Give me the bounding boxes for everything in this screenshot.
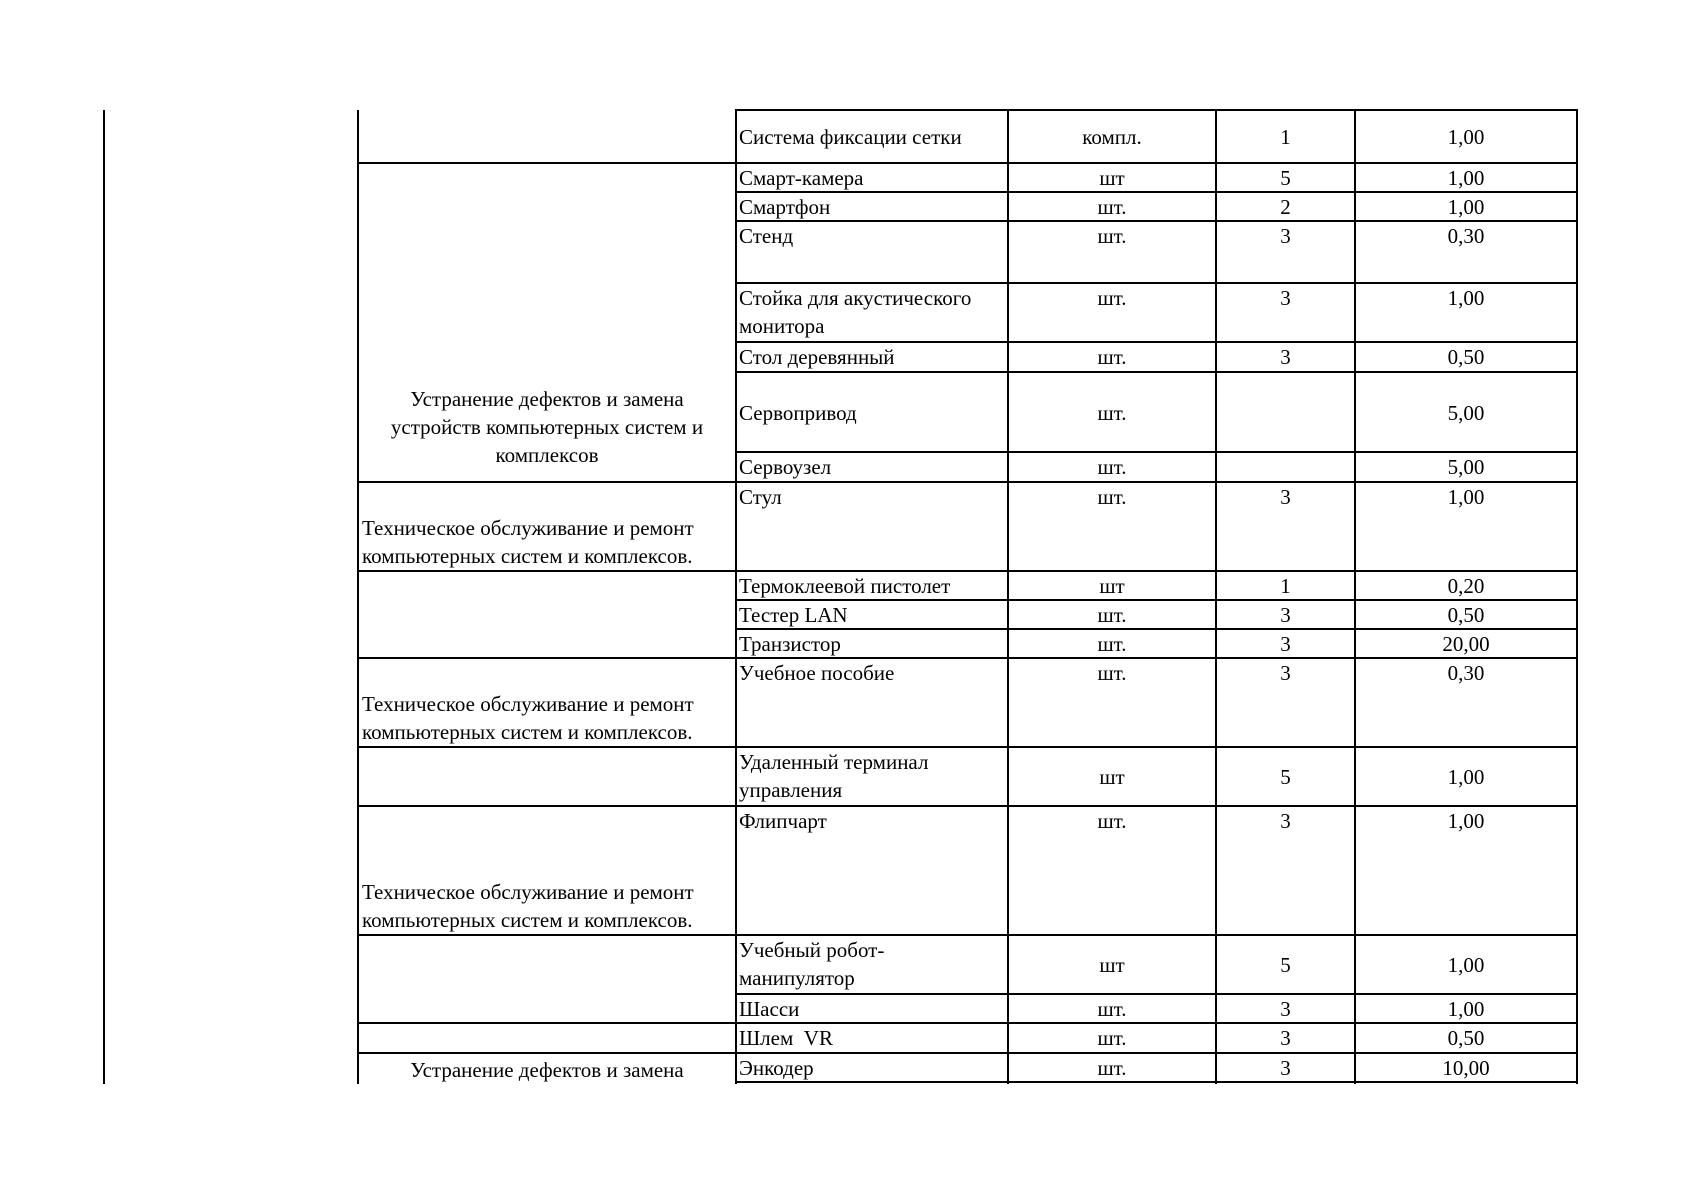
item-coef: 0,50	[1447, 1026, 1485, 1050]
item-unit: шт.	[1097, 485, 1127, 509]
item-name: Смартфон	[739, 195, 831, 219]
item-unit: компл.	[1082, 125, 1142, 149]
item-qty: 1	[1280, 125, 1291, 149]
item-qty: 3	[1280, 286, 1291, 310]
left-border-line	[103, 110, 105, 1084]
item-unit: шт.	[1097, 286, 1127, 310]
item-qty: 3	[1280, 809, 1291, 833]
item-coef: 1,00	[1447, 765, 1485, 789]
item-qty: 3	[1280, 661, 1291, 685]
item-coef: 1,00	[1447, 166, 1485, 190]
item-name: Стол деревянный	[739, 345, 895, 369]
item-unit: шт.	[1097, 809, 1127, 833]
item-coef: 0,50	[1447, 603, 1485, 627]
item-qty: 1	[1280, 574, 1291, 598]
item-name: Шлем VR	[739, 1026, 833, 1050]
item-name: Шасси	[739, 997, 800, 1021]
item-name-line2: манипулятор	[739, 966, 855, 990]
work-group-line: Техническое обслуживание и ремонт	[362, 692, 694, 716]
item-coef: 1,00	[1447, 485, 1485, 509]
item-name: Энкодер	[739, 1056, 814, 1080]
item-name: Стул	[739, 485, 782, 509]
item-coef: 5,00	[1447, 455, 1485, 479]
work-group-line: Устранение дефектов и замена	[410, 1058, 684, 1082]
item-name: Стенд	[739, 224, 794, 248]
item-coef: 1,00	[1447, 997, 1485, 1021]
item-unit: шт	[1099, 166, 1125, 190]
item-unit: шт.	[1097, 632, 1127, 656]
item-unit: шт.	[1097, 401, 1127, 425]
item-coef: 5,00	[1447, 401, 1485, 425]
item-unit: шт.	[1097, 1026, 1127, 1050]
item-qty: 3	[1280, 224, 1291, 248]
item-coef: 1,00	[1447, 809, 1485, 833]
work-group-line: компьютерных систем и комплексов.	[362, 720, 693, 744]
item-name-line1: Удаленный терминал	[739, 750, 929, 774]
item-coef: 0,30	[1447, 224, 1485, 248]
item-unit: шт.	[1097, 224, 1127, 248]
row-line	[735, 371, 1578, 373]
work-group-line: Устранение дефектов и замена	[410, 387, 684, 411]
item-name: Флипчарт	[739, 809, 827, 833]
item-qty: 3	[1280, 1056, 1291, 1080]
item-qty: 3	[1280, 485, 1291, 509]
item-name: Транзистор	[739, 632, 841, 656]
item-unit: шт	[1099, 765, 1125, 789]
work-group-line: компьютерных систем и комплексов.	[362, 544, 693, 568]
item-coef: 1,00	[1447, 286, 1485, 310]
item-unit: шт.	[1097, 661, 1127, 685]
item-coef: 1,00	[1447, 125, 1485, 149]
item-qty: 5	[1280, 166, 1291, 190]
item-coef: 1,00	[1447, 953, 1485, 977]
item-coef: 0,20	[1447, 574, 1485, 598]
item-name: Смарт-камера	[739, 166, 864, 190]
item-name: Сервоузел	[739, 455, 832, 479]
item-qty: 3	[1280, 603, 1291, 627]
item-coef: 0,30	[1447, 661, 1485, 685]
item-name-line2: управления	[739, 778, 843, 802]
item-unit: шт.	[1097, 455, 1127, 479]
item-name: Термоклеевой пистолет	[739, 574, 951, 598]
work-group-line: компьютерных систем и комплексов.	[362, 908, 693, 932]
item-qty: 5	[1280, 953, 1291, 977]
item-name: Система фиксации сетки	[739, 125, 962, 149]
item-name: Сервопривод	[739, 401, 857, 425]
item-name: Учебное пособие	[739, 661, 895, 685]
item-qty: 3	[1280, 1026, 1291, 1050]
work-group-line: Техническое обслуживание и ремонт	[362, 516, 694, 540]
item-unit: шт	[1099, 953, 1125, 977]
work-group-line: комплексов	[495, 443, 599, 467]
item-unit: шт.	[1097, 603, 1127, 627]
item-qty: 5	[1280, 765, 1291, 789]
name-column-left-border	[735, 110, 737, 1084]
item-qty: 2	[1280, 195, 1291, 219]
item-unit: шт.	[1097, 1056, 1127, 1080]
item-name-line2: монитора	[739, 314, 825, 338]
item-name-line1: Учебный робот-	[739, 938, 885, 962]
item-coef: 20,00	[1442, 632, 1490, 656]
item-unit: шт	[1099, 574, 1125, 598]
item-coef: 0,50	[1447, 345, 1485, 369]
work-group-line: устройств компьютерных систем и	[390, 415, 704, 439]
item-name: Тестер LAN	[739, 603, 848, 627]
item-qty: 3	[1280, 997, 1291, 1021]
item-qty: 3	[1280, 345, 1291, 369]
item-unit: шт.	[1097, 345, 1127, 369]
item-coef: 1,00	[1447, 195, 1485, 219]
item-unit: шт.	[1097, 997, 1127, 1021]
item-coef: 10,00	[1442, 1056, 1490, 1080]
row-line	[735, 109, 1578, 111]
item-qty: 3	[1280, 632, 1291, 656]
item-name-line1: Стойка для акустического	[739, 286, 972, 310]
work-group-line: Техническое обслуживание и ремонт	[362, 880, 694, 904]
item-unit: шт.	[1097, 195, 1127, 219]
work-column-left-border	[357, 110, 359, 1084]
